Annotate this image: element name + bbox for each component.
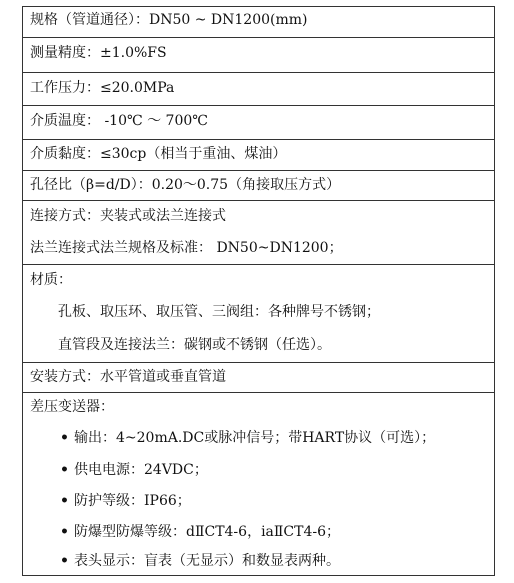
spec-row-install: 安装方式：水平管道或垂直管道	[30, 369, 226, 385]
transmitter-item	[60, 492, 191, 510]
bullet-icon: •	[60, 524, 69, 540]
material-item: 孔板、取压环、取压管、三阀组：各种牌号不锈钢；	[58, 304, 380, 320]
transmitter-item-text: 供电电源：24VDC；	[74, 462, 208, 478]
row-divider	[22, 139, 495, 140]
row-divider	[22, 264, 495, 265]
transmitter-item-text: 输出：4~20mA.DC或脉冲信号；带HART协议（可选）；	[74, 430, 436, 446]
spec-row-size: 规格（管道通径）：DN50 ~ DN1200(mm)	[30, 12, 308, 28]
row-divider	[22, 392, 495, 393]
spec-table	[22, 6, 495, 576]
material-item: 直管段及连接法兰：碳钢或不锈钢（任选）。	[58, 337, 331, 353]
bullet-icon: •	[60, 553, 69, 569]
spec-row-connection: 连接方式：夹装式或法兰连接式	[30, 208, 226, 224]
transmitter-item	[60, 552, 340, 570]
spec-row-pressure: 工作压力：≤20.0MPa	[30, 80, 175, 96]
bullet-icon: •	[60, 462, 69, 478]
row-divider	[22, 200, 495, 201]
transmitter-item-text: 防护等级：IP66；	[74, 493, 191, 509]
transmitter-item	[60, 461, 208, 479]
row-divider	[22, 170, 495, 171]
transmitter-item	[60, 429, 435, 447]
transmitter-item-text: 表头显示：盲表（无显示）和数显表两种。	[74, 553, 340, 569]
transmitter-item	[60, 523, 340, 541]
row-divider	[22, 362, 495, 363]
spec-row-transmitter: 差压变送器：	[30, 399, 114, 415]
row-divider	[22, 105, 495, 106]
spec-row-accuracy: 测量精度：±1.0%FS	[30, 45, 167, 61]
bullet-icon: •	[60, 430, 69, 446]
spec-row-material: 材质：	[30, 272, 72, 288]
bullet-icon: •	[60, 493, 69, 509]
spec-row-viscosity: 介质黏度：≤30cp（相当于重油、煤油）	[30, 146, 287, 162]
spec-row-flange-standard: 法兰连接式法兰规格及标准： DN50~DN1200；	[30, 240, 343, 256]
row-divider	[22, 37, 495, 38]
transmitter-item-text: 防爆型防爆等级：dⅡCT4-6，iaⅡCT4-6；	[74, 524, 341, 540]
spec-row-aperture: 孔径比（β=d/D）：0.20～0.75（角接取压方式）	[30, 177, 341, 193]
row-divider	[22, 72, 495, 73]
spec-row-temperature: 介质温度： -10℃ ～ 700℃	[30, 113, 208, 129]
